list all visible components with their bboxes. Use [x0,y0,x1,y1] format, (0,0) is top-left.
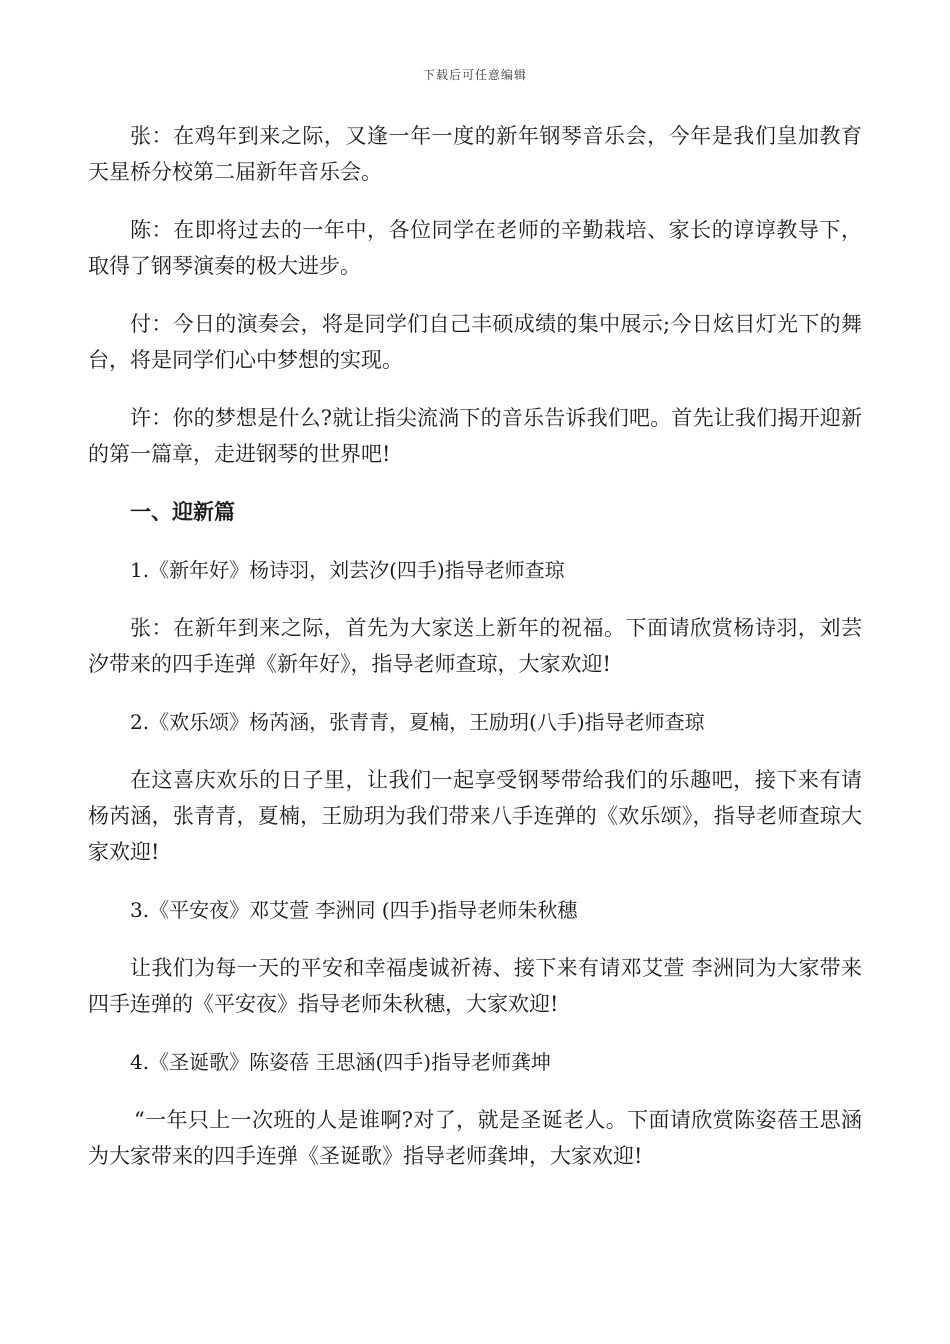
program-intro-2: 在这喜庆欢乐的日子里，让我们一起享受钢琴带给我们的乐趣吧，接下来有请杨芮涵，张青青，夏楠，王励玥为我们带来八手连弹的《欢乐颂》，指导老师查琼大家欢迎! [88,768,862,864]
program-item-2: 2.《欢乐颂》杨芮涵，张青青，夏楠，王励玥(八手)指导老师查琼 [130,710,705,734]
paragraph-fu: 付：今日的演奏会，将是同学们自己丰硕成绩的集中展示;今日炫目灯光下的舞台，将是同学们心中梦想的实现。 [88,312,862,372]
program-intro-3: 让我们为每一天的平安和幸福虔诚祈祷、接下来有请邓艾萱 李洲同为大家带来四手连弹的《平安夜》指导老师朱秋穗，大家欢迎! [88,956,862,1016]
paragraph-xu: 许：你的梦想是什么?就让指尖流淌下的音乐告诉我们吧。首先让我们揭开迎新的第一篇章，走进钢琴的世界吧! [88,406,862,466]
program-item-3: 3.《平安夜》邓艾萱 李洲同 (四手)指导老师朱秋穗 [130,898,578,922]
paragraph-zhang-opening: 张：在鸡年到来之际，又逢一年一度的新年钢琴音乐会，今年是我们皇加教育天星桥分校第二届新年音乐会。 [88,124,862,184]
section-title: 一、迎新篇 [130,500,235,524]
program-intro-4: “一年只上一次班的人是谁啊?对了，就是圣诞老人。下面请欣赏陈姿蓓王思涵为大家带来的四手连弹《圣诞歌》指导老师龚坤，大家欢迎! [88,1108,862,1168]
page-header: 下载后可任意编辑 [422,68,527,82]
document-body [88,118,862,1196]
paragraph-chen: 陈：在即将过去的一年中，各位同学在老师的辛勤栽培、家长的谆谆教导下，取得了钢琴演奏的极大进步。 [88,218,862,278]
program-item-4: 4.《圣诞歌》陈姿蓓 王思涵(四手)指导老师龚坤 [130,1050,552,1074]
program-intro-1: 张：在新年到来之际，首先为大家送上新年的祝福。下面请欣赏杨诗羽，刘芸汐带来的四手连弹《新年好》，指导老师查琼，大家欢迎! [88,616,862,676]
program-item-1: 1.《新年好》杨诗羽，刘芸汐(四手)指导老师查琼 [130,558,565,582]
